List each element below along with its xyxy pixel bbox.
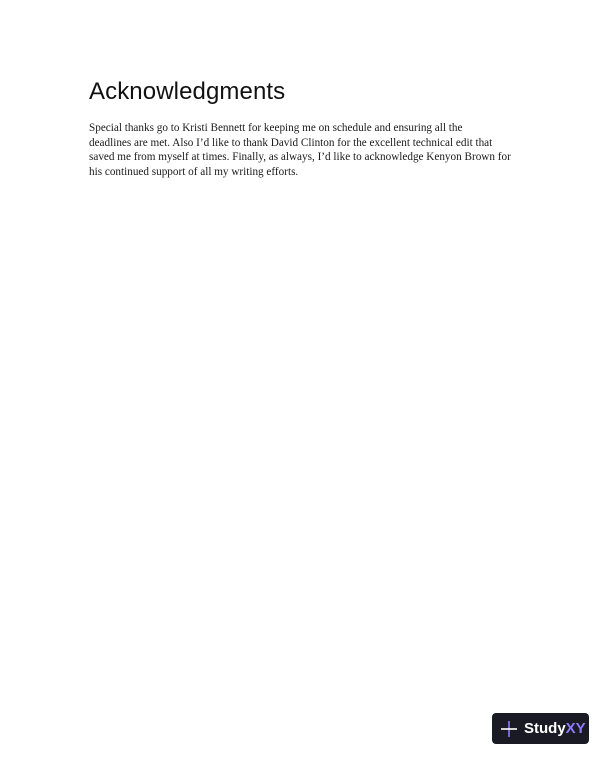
plus-icon	[500, 720, 518, 738]
brand-name-main: Study	[524, 719, 566, 737]
studyxy-watermark[interactable]	[492, 713, 589, 744]
page-title: Acknowledgments	[89, 78, 286, 105]
acknowledgments-paragraph	[89, 121, 539, 179]
paragraph-line: deadlines are met. Also I’d like to thank David Clinton for the excellent technical edit that	[89, 136, 493, 149]
paragraph-line: his continued support of all my writing efforts.	[89, 165, 299, 178]
paragraph-line: saved me from myself at times. Finally, as always, I’d like to acknowledge Kenyon Brown for	[89, 151, 511, 163]
brand-name-accent: XY	[565, 719, 586, 737]
paragraph-line: Special thanks go to Kristi Bennett for keeping me on schedule and ensuring all the	[89, 122, 463, 134]
brand-name	[524, 720, 586, 738]
